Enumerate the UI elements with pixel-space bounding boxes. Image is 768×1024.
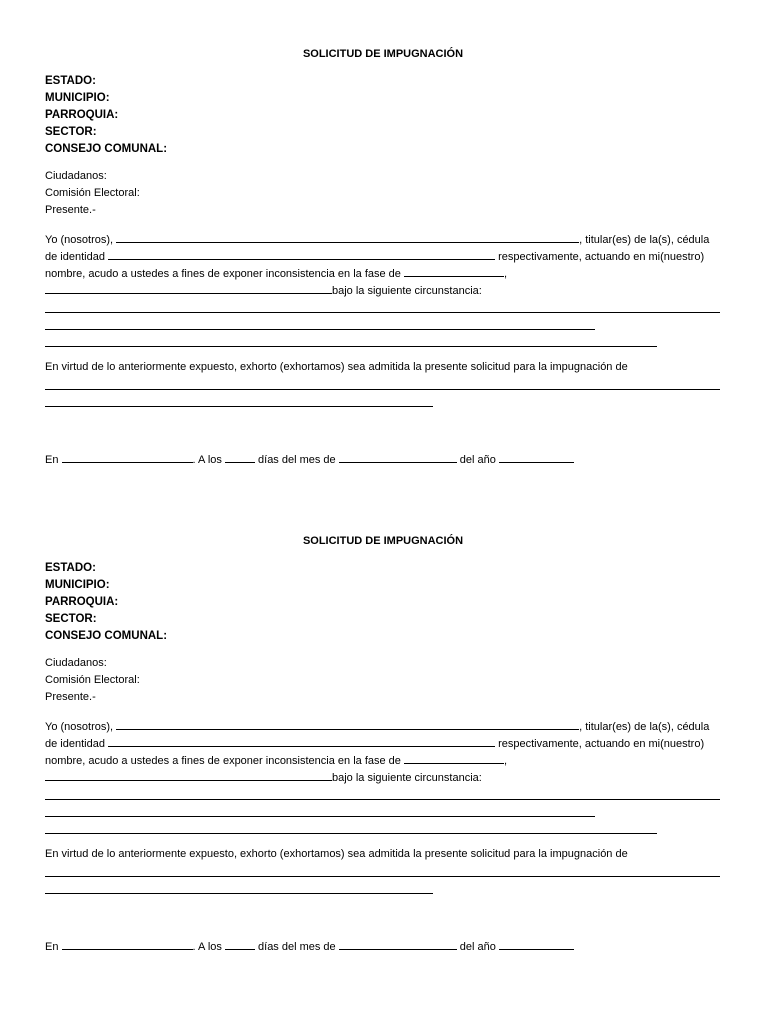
circunstancia-line-3[interactable] — [45, 833, 657, 834]
dias-label: días del mes de — [258, 454, 336, 466]
titular-text: , titular(es) de la(s), cédula — [579, 234, 710, 246]
addressee — [45, 168, 140, 219]
a-los-label: . A los — [192, 941, 222, 953]
dia-blank[interactable] — [225, 450, 255, 463]
a-los-label: . A los — [192, 454, 222, 466]
declaration-paragraph — [45, 230, 721, 298]
en-label: En — [45, 941, 59, 953]
header-fields — [45, 560, 167, 645]
virtud-text: En virtud de lo anteriormente expuesto, exhorto (exhortamos) sea admitida la presente solicitud para la impugnación de — [45, 361, 628, 373]
impugnacion-line-1[interactable] — [45, 876, 720, 877]
field-municipio-label: MUNICIPIO: — [45, 92, 110, 104]
nombres-blank[interactable] — [116, 717, 579, 730]
mes-blank[interactable] — [339, 450, 457, 463]
addressee-presente: Presente.- — [45, 691, 96, 703]
circunstancia-blank[interactable] — [45, 281, 332, 294]
field-consejo-comunal-label: CONSEJO COMUNAL: — [45, 630, 168, 642]
date-line — [45, 937, 574, 956]
nombres-blank[interactable] — [116, 230, 579, 243]
comma-text: , — [503, 755, 508, 767]
comma-text: , — [503, 268, 508, 280]
dias-label: días del mes de — [258, 941, 336, 953]
nombre-text: nombre, acudo a ustedes a fines de exponer inconsistencia en la fase de — [45, 268, 401, 280]
circunstancia-line-1[interactable] — [45, 312, 720, 313]
cedula-blank[interactable] — [108, 247, 495, 260]
virtud-text: En virtud de lo anteriormente expuesto, exhorto (exhortamos) sea admitida la presente solicitud para la impugnación de — [45, 848, 628, 860]
identidad-label: de identidad — [45, 738, 105, 750]
addressee-ciudadanos: Ciudadanos: — [45, 170, 107, 182]
circunstancia-line-3[interactable] — [45, 346, 657, 347]
impugnacion-line-2[interactable] — [45, 406, 433, 407]
impugnacion-line-2[interactable] — [45, 893, 433, 894]
respectivamente-text: respectivamente, actuando en mi(nuestro) — [498, 738, 705, 750]
yo-label: Yo (nosotros), — [45, 234, 114, 246]
field-municipio-label: MUNICIPIO: — [45, 579, 110, 591]
form-title: SOLICITUD DE IMPUGNACIÓN — [302, 535, 464, 547]
fase-blank[interactable] — [404, 751, 504, 764]
respectivamente-text: respectivamente, actuando en mi(nuestro) — [498, 251, 705, 263]
virtud-paragraph — [45, 846, 721, 863]
anio-label: del año — [459, 941, 496, 953]
date-line — [45, 450, 574, 469]
yo-label: Yo (nosotros), — [45, 721, 114, 733]
field-estado-label: ESTADO: — [45, 562, 96, 574]
lugar-blank[interactable] — [62, 937, 193, 950]
header-fields — [45, 73, 167, 158]
form-title: SOLICITUD DE IMPUGNACIÓN — [302, 48, 464, 60]
dia-blank[interactable] — [225, 937, 255, 950]
anio-label: del año — [459, 454, 496, 466]
en-label: En — [45, 454, 59, 466]
field-consejo-comunal-label: CONSEJO COMUNAL: — [45, 143, 168, 155]
mes-blank[interactable] — [339, 937, 457, 950]
circunstancia-line-2[interactable] — [45, 329, 595, 330]
identidad-label: de identidad — [45, 251, 105, 263]
titular-text: , titular(es) de la(s), cédula — [579, 721, 710, 733]
circunstancia-blank[interactable] — [45, 768, 332, 781]
field-estado-label: ESTADO: — [45, 75, 96, 87]
circunstancia-text: bajo la siguiente circunstancia: — [332, 285, 482, 297]
circunstancia-line-1[interactable] — [45, 799, 720, 800]
addressee — [45, 655, 140, 706]
declaration-paragraph — [45, 717, 721, 785]
anio-blank[interactable] — [499, 937, 574, 950]
field-parroquia-label: PARROQUIA: — [45, 109, 119, 121]
field-sector-label: SECTOR: — [45, 126, 97, 138]
circunstancia-text: bajo la siguiente circunstancia: — [332, 772, 482, 784]
addressee-presente: Presente.- — [45, 204, 96, 216]
impugnacion-form-2 — [45, 534, 721, 953]
anio-blank[interactable] — [499, 450, 574, 463]
circunstancia-line-2[interactable] — [45, 816, 595, 817]
virtud-paragraph — [45, 359, 721, 376]
impugnacion-line-1[interactable] — [45, 389, 720, 390]
lugar-blank[interactable] — [62, 450, 193, 463]
nombre-text: nombre, acudo a ustedes a fines de exponer inconsistencia en la fase de — [45, 755, 401, 767]
addressee-ciudadanos: Ciudadanos: — [45, 657, 107, 669]
addressee-comision: Comisión Electoral: — [45, 187, 140, 199]
field-parroquia-label: PARROQUIA: — [45, 596, 119, 608]
fase-blank[interactable] — [404, 264, 504, 277]
field-sector-label: SECTOR: — [45, 613, 97, 625]
addressee-comision: Comisión Electoral: — [45, 674, 140, 686]
impugnacion-form-1 — [45, 47, 721, 466]
cedula-blank[interactable] — [108, 734, 495, 747]
